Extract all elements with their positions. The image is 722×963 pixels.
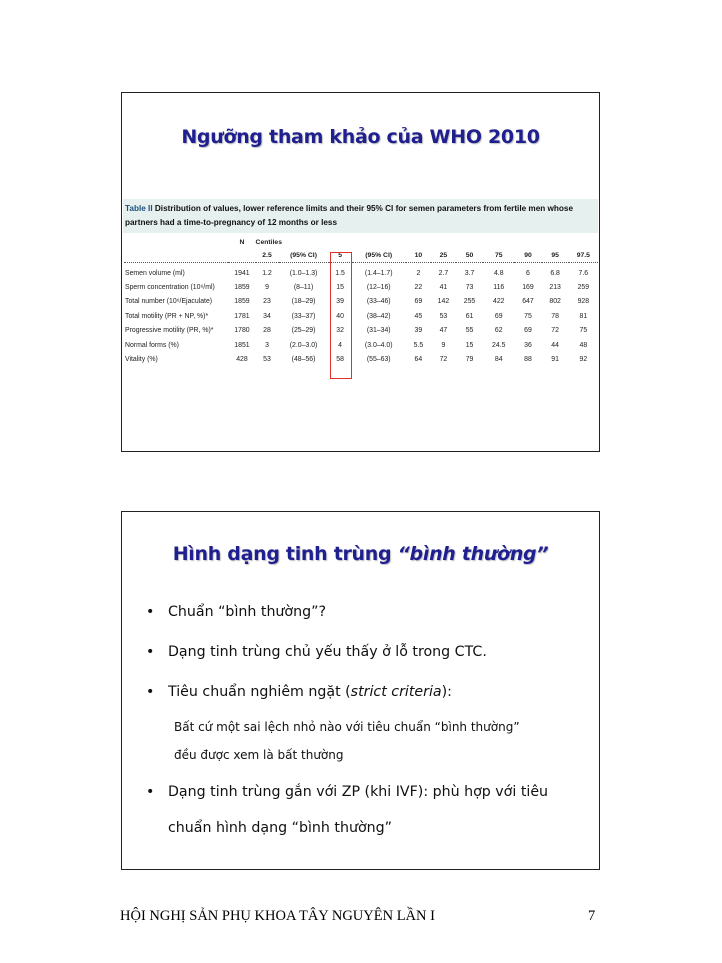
subheader-cell: 2.5 (256, 249, 279, 263)
bullet-text: Dạng tinh trùng chủ yếu thấy ở lỗ trong CTC. (168, 644, 487, 660)
table-cell: 24.5 (492, 341, 506, 349)
table-cell: 44 (551, 341, 559, 349)
parameter-name: Normal forms (%) (125, 341, 179, 349)
table-cell: 259 (577, 283, 590, 291)
footer-conference-name: HỘI NGHỊ SẢN PHỤ KHOA TÂY NGUYÊN LẦN I (120, 908, 435, 924)
table-cell: 48 (579, 341, 588, 349)
table-cell: 62 (494, 327, 503, 335)
table-cell: 1780 (234, 327, 250, 335)
table-cell: (12–16) (366, 283, 391, 291)
table-cell: 34 (263, 312, 271, 320)
table-cell: 1.5 (335, 269, 345, 277)
table-cell: 5.5 (413, 341, 424, 349)
table-cell: (33–37) (291, 312, 316, 320)
table-cell: 1859 (234, 298, 250, 306)
subheader-cell: 97.5 (569, 249, 598, 263)
parameter-name: Progressive motility (PR, %)* (125, 327, 214, 335)
subheader-cell: 10 (406, 249, 431, 263)
table-cell: 1941 (234, 269, 250, 277)
who-reference-table (124, 236, 598, 367)
table-cell: 6.8 (550, 269, 560, 277)
title-plain: Hình dạng tinh trùng (172, 543, 398, 565)
table-cell: 91 (551, 356, 559, 364)
table-cell: 72 (551, 327, 559, 335)
table-cell: 75 (524, 312, 532, 320)
table-cell: 1851 (234, 341, 250, 349)
table-cell: (31–34) (366, 327, 391, 335)
table-cell: (48–56) (291, 356, 316, 364)
table-cell: 55 (465, 327, 474, 335)
table-cell: 23 (263, 298, 271, 306)
subheader-cell: 90 (514, 249, 541, 263)
table-row (124, 295, 598, 310)
table-cell: 61 (465, 312, 474, 320)
table-caption (123, 199, 598, 233)
table-cell: 802 (549, 298, 561, 306)
parameter-name: Sperm concentration (10⁶/ml) (125, 283, 215, 291)
table-cell: 15 (465, 341, 474, 349)
bullet-continuation: chuẩn hình dạng “bình thường” (168, 820, 392, 836)
bullet-text-start: Tiêu chuẩn nghiêm ngặt ( (168, 684, 351, 700)
table-caption-label: Table II (125, 204, 153, 213)
subheader-cell: 5 (329, 249, 352, 263)
table-cell: 84 (494, 356, 503, 364)
table-cell: 7.6 (578, 269, 589, 277)
table-row (124, 280, 598, 295)
subheader-row (124, 249, 598, 263)
parameter-name: Total motility (PR + NP, %)* (125, 312, 209, 320)
table-cell: 28 (263, 327, 271, 335)
bullet-dot-icon: • (146, 604, 155, 620)
table-cell: 116 (493, 283, 505, 291)
parameter-name: Total number (10⁶/Ejaculate) (125, 298, 213, 306)
subheader-cell: 50 (456, 249, 483, 263)
table-cell: 3.7 (464, 269, 475, 277)
table-cell: 53 (263, 356, 271, 364)
bullet-dot-icon: • (146, 784, 155, 800)
table-row (124, 353, 598, 368)
bullet-text (168, 684, 452, 700)
table-cell: 69 (414, 298, 423, 306)
table-cell: 72 (439, 356, 448, 364)
table-cell: (3.0–4.0) (364, 341, 393, 349)
bullet-text-end: ): (441, 684, 452, 700)
table-cell: 40 (336, 312, 344, 320)
highlight-5th-centile-box (330, 252, 352, 379)
header-centiles: Centiles (255, 239, 282, 246)
table-cell: (2.0–3.0) (289, 341, 318, 349)
subheader-cell: 25 (431, 249, 456, 263)
table-cell: 22 (414, 283, 423, 291)
table-cell: (18–29) (291, 298, 316, 306)
table-cell: 75 (579, 327, 588, 335)
subheader-cell: 95 (542, 249, 569, 263)
table-cell: (38–42) (366, 312, 391, 320)
bullet-text: Chuẩn “bình thường”? (168, 604, 326, 620)
table-cell: (1.4–1.7) (364, 269, 393, 277)
table-row (124, 263, 598, 281)
slide-who-reference (121, 92, 600, 452)
table-cell: 88 (524, 356, 532, 364)
table-cell: 2.7 (438, 269, 449, 277)
table-cell: 422 (493, 298, 505, 306)
bullet-dot-icon: • (146, 684, 155, 700)
slide-normal-morphology (121, 511, 600, 870)
table-cell: 6 (526, 269, 530, 277)
sub-line: đều được xem là bất thường (174, 748, 344, 762)
table-cell: 81 (579, 312, 588, 320)
table-cell: 4 (338, 341, 343, 349)
table-cell: 39 (414, 327, 423, 335)
bullet-dot-icon: • (146, 644, 155, 660)
header-n: N (239, 239, 245, 246)
page-number: 7 (588, 908, 596, 924)
table-cell: 169 (522, 283, 534, 291)
table-cell: 47 (439, 327, 448, 335)
subheader-cell: (95% CI) (352, 249, 406, 263)
table-cell: 78 (551, 312, 559, 320)
bullet-text-italic: strict criteria (350, 684, 442, 700)
table-cell: 64 (414, 356, 423, 364)
table-cell: (55–63) (366, 356, 391, 364)
table-cell: 1.2 (262, 269, 272, 277)
title-italic: “bình thường” (397, 543, 549, 565)
table-cell: 36 (524, 341, 532, 349)
subheader-cell: (95% CI) (279, 249, 329, 263)
table-cell: 58 (336, 356, 344, 364)
table-cell: 53 (439, 312, 448, 320)
table-cell: 928 (577, 298, 590, 306)
table-cell: 69 (494, 312, 503, 320)
subheader-cell: 75 (483, 249, 514, 263)
parameter-name: Vitality (%) (125, 356, 158, 364)
table-cell: 647 (522, 298, 534, 306)
table-cell: 15 (336, 283, 344, 291)
table-cell: (25–29) (291, 327, 316, 335)
table-cell: (8–11) (293, 283, 314, 291)
table-cell: 92 (579, 356, 588, 364)
table-cell: 1859 (234, 283, 250, 291)
table-row (124, 338, 598, 353)
table-cell: 1781 (234, 312, 250, 320)
table-cell: 79 (465, 356, 474, 364)
table-cell: 73 (465, 283, 474, 291)
table-cell: 4.8 (493, 269, 504, 277)
table-cell: 32 (336, 327, 344, 335)
table-cell: 142 (437, 298, 450, 306)
sub-line: Bất cứ một sai lệch nhỏ nào với tiêu chuẩn “bình thường” (174, 720, 520, 734)
table-row (124, 309, 598, 324)
table-cell: 41 (439, 283, 448, 291)
table-row (124, 324, 598, 339)
table-cell: 255 (463, 298, 476, 306)
table-cell: 39 (336, 298, 344, 306)
table-caption-text: Distribution of values, lower reference limits and their 95% CI for semen parameters from fertile men whose partners had a time-to-pregnancy of 12 months or less (125, 204, 574, 227)
parameter-name: Semen volume (ml) (125, 269, 185, 277)
slide-title: Ngưỡng tham khảo của WHO 2010 (181, 126, 540, 148)
bullet-text: Dạng tinh trùng gắn với ZP (khi IVF): phù hợp với tiêu (168, 784, 549, 800)
table-cell: (33–46) (366, 298, 391, 306)
table-cell: (1.0–1.3) (289, 269, 318, 277)
table-cell: 3 (265, 341, 269, 349)
table-cell: 69 (524, 327, 532, 335)
table-cell: 428 (236, 356, 248, 364)
table-cell: 9 (265, 283, 269, 291)
table-cell: 45 (414, 312, 423, 320)
table-cell: 9 (441, 341, 446, 349)
slide-title (122, 543, 599, 565)
table-cell: 2 (416, 269, 421, 277)
table-cell: 213 (549, 283, 561, 291)
